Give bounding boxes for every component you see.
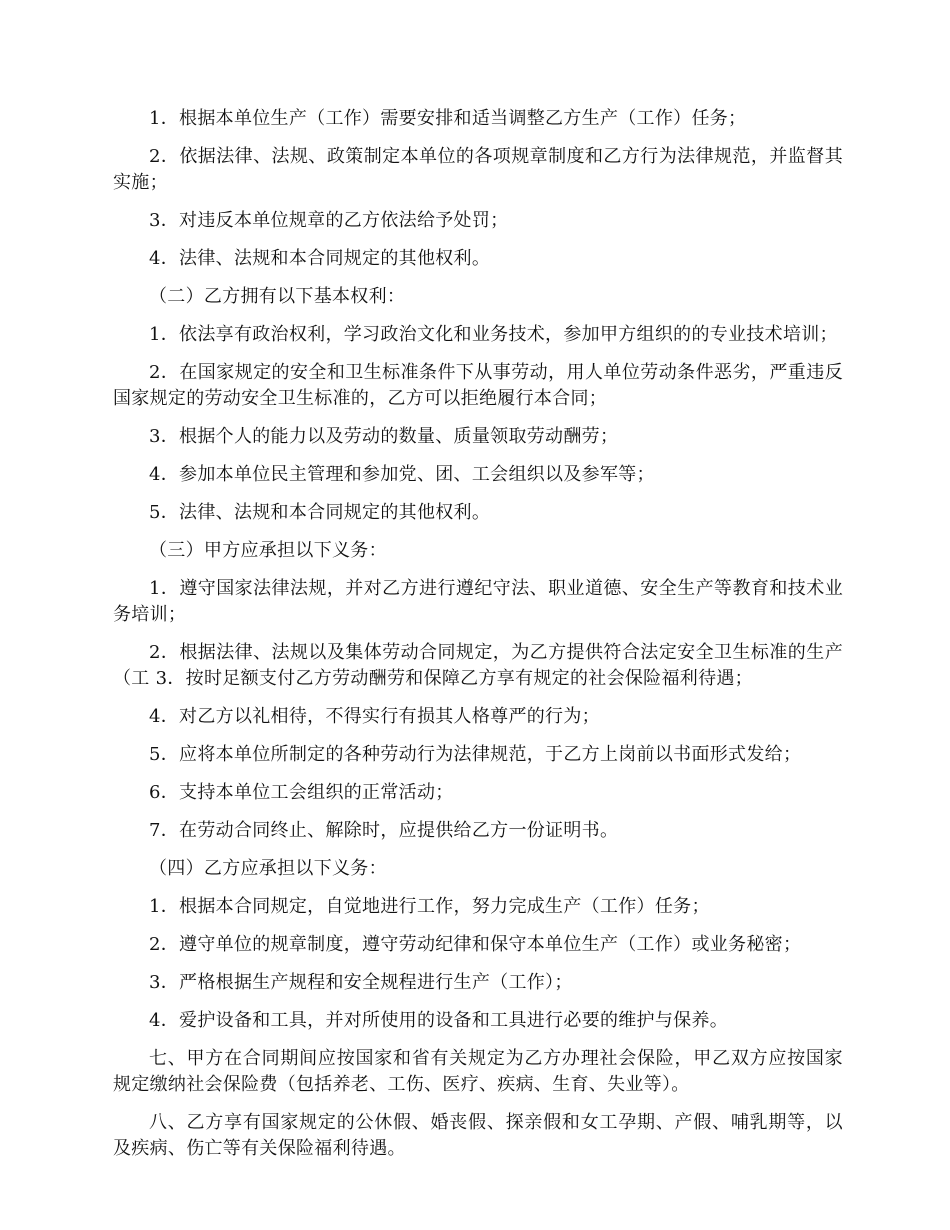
paragraph-employer-right-3: 3．对违反本单位规章的乙方依法给予处罚； — [149, 210, 509, 231]
paragraph-employee-right-1: 1．依法享有政治权利，学习政治文化和业务技术，参加甲方组织的的专业技术培训； — [149, 324, 838, 345]
paragraph-employee-duty-1: 1．根据本合同规定，自觉地进行工作，努力完成生产（工作）任务； — [149, 896, 710, 917]
paragraph-employee-duty-2: 2．遵守单位的规章制度，遵守劳动纪律和保守本单位生产（工作）或业务秘密； — [149, 934, 802, 955]
paragraph-employer-duty-7: 7．在劳动合同终止、解除时，应提供给乙方一份证明书。 — [149, 820, 619, 841]
paragraph-employer-duty-6: 6．支持本单位工会组织的正常活动； — [149, 782, 454, 803]
paragraph-employee-right-2: 2．在国家规定的安全和卫生标准条件下从事劳动，用人单位劳动条件恶劣，严重违反国家规定的劳动安全卫生标准的，乙方可以拒绝履行本合同； — [113, 362, 843, 409]
paragraph-employer-duty-2: 2．根据法律、法规以及集体劳动合同规定，为乙方提供符合法定安全卫生标准的生产（工 3．按时足额支付乙方劳动酬劳和保障乙方享有规定的社会保险福利待遇； — [113, 642, 843, 689]
paragraph-employee-duty-3: 3．严格根据生产规程和安全规程进行生产（工作）； — [149, 972, 573, 993]
paragraph-employee-right-5: 5．法律、法规和本合同规定的其他权利。 — [149, 502, 491, 523]
paragraph-employer-duty-4: 4．对乙方以礼相待，不得实行有损其人格尊严的行为； — [149, 706, 600, 727]
paragraph-employee-duty-4: 4．爱护设备和工具，并对所使用的设备和工具进行必要的维护与保养。 — [149, 1010, 729, 1031]
clause-eight-leave-benefits: 八、乙方享有国家规定的公休假、婚丧假、探亲假和女工孕期、产假、哺乳期等，以及疾病、伤亡等有关保险福利待遇。 — [113, 1112, 843, 1159]
section-heading-employer-duties: （三）甲方应承担以下义务： — [149, 540, 387, 561]
paragraph-employee-right-4: 4．参加本单位民主管理和参加党、团、工会组织以及参军等； — [149, 464, 655, 485]
section-heading-employee-rights: （二）乙方拥有以下基本权利： — [149, 286, 406, 307]
document-body — [113, 106, 843, 1174]
section-heading-employee-duties: （四）乙方应承担以下义务： — [149, 858, 387, 879]
paragraph-employer-right-4: 4．法律、法规和本合同规定的其他权利。 — [149, 248, 491, 269]
paragraph-employee-right-3: 3．根据个人的能力以及劳动的数量、质量领取劳动酬劳； — [149, 426, 619, 447]
paragraph-employer-duty-1: 1．遵守国家法律法规，并对乙方进行遵纪守法、职业道德、安全生产等教育和技术业务培训； — [113, 578, 843, 625]
clause-seven-social-insurance: 七、甲方在合同期间应按国家和省有关规定为乙方办理社会保险，甲乙双方应按国家规定缴纳社会保险费（包括养老、工伤、医疗、疾病、生育、失业等）。 — [113, 1048, 843, 1095]
paragraph-employer-duty-5: 5．应将本单位所制定的各种劳动行为法律规范，于乙方上岗前以书面形式发给； — [149, 744, 802, 765]
paragraph-employer-right-1: 1．根据本单位生产（工作）需要安排和适当调整乙方生产（工作）任务； — [149, 108, 747, 129]
paragraph-employer-right-2: 2．依据法律、法规、政策制定本单位的各项规章制度和乙方行为法律规范，并监督其实施； — [113, 146, 843, 193]
